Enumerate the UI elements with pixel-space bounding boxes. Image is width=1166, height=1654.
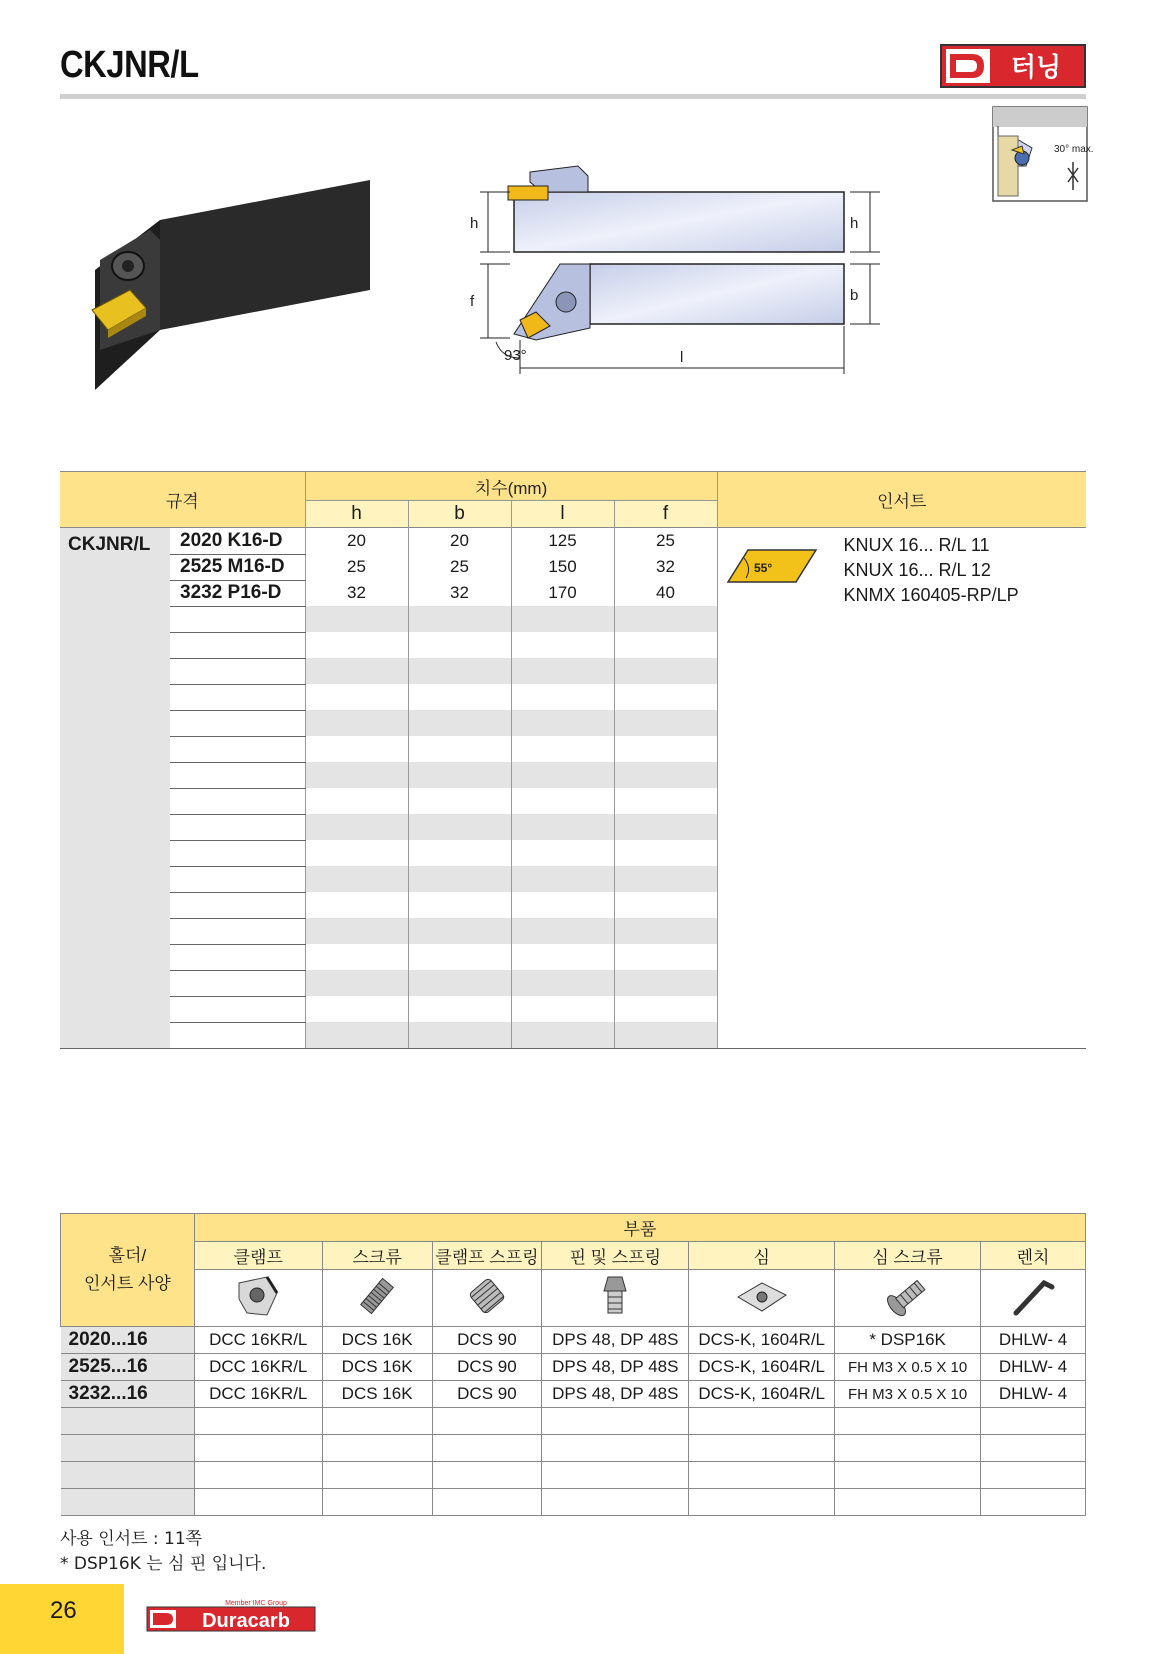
part-clamp-spring: DCS 90 — [432, 1354, 542, 1381]
part-shim: DCS-K, 1604R/L — [689, 1327, 835, 1354]
pin-spring-icon — [542, 1270, 689, 1327]
cell-l: 150 — [511, 554, 614, 580]
parts-header: 부품 — [194, 1214, 1085, 1242]
spec-table — [60, 471, 1086, 1049]
spec-header: 규격 — [60, 472, 305, 528]
duracarb-logo — [146, 1597, 316, 1633]
col-shim-screw: 심 스크류 — [835, 1242, 981, 1270]
part-screw: DCS 16K — [322, 1327, 432, 1354]
dim-col-l: l — [511, 501, 614, 528]
part-clamp-spring: DCS 90 — [432, 1381, 542, 1408]
dimension-drawing — [470, 162, 890, 402]
table-row — [61, 1327, 1086, 1354]
col-pin-spring: 핀 및 스프링 — [542, 1242, 689, 1270]
cell-b: 20 — [408, 528, 511, 555]
col-clamp: 클램프 — [194, 1242, 322, 1270]
part-clamp: DCC 16KR/L — [194, 1354, 322, 1381]
dim-label-f: f — [470, 293, 475, 310]
clamp-spring-icon — [432, 1270, 542, 1327]
spec-code: 2020 K16-D — [170, 528, 305, 555]
spec-code: 3232 P16-D — [170, 580, 305, 606]
brand-logo — [940, 44, 1086, 88]
part-pin-spring: DPS 48, DP 48S — [542, 1381, 689, 1408]
col-shim: 심 — [689, 1242, 835, 1270]
table-row — [61, 1381, 1086, 1408]
dim-label-h-left: h — [470, 215, 479, 232]
note-shim-pin: * DSP16K 는 심 핀 입니다. — [60, 1554, 267, 1574]
table-row — [60, 528, 1086, 555]
setup-diagram — [992, 106, 1094, 202]
cell-f: 32 — [614, 554, 717, 580]
series-label: CKJNR/L — [60, 528, 170, 1049]
dim-col-f: f — [614, 501, 717, 528]
part-shim-screw: * DSP16K — [835, 1327, 981, 1354]
part-wrench: DHLW- 4 — [981, 1354, 1086, 1381]
insert-header: 인서트 — [717, 472, 1086, 528]
dim-label-b: b — [850, 287, 859, 304]
cell-b: 32 — [408, 580, 511, 606]
dim-label-angle: 93° — [504, 347, 527, 364]
part-clamp: DCC 16KR/L — [194, 1327, 322, 1354]
part-clamp-spring: DCS 90 — [432, 1327, 542, 1354]
part-screw: DCS 16K — [322, 1354, 432, 1381]
holder-header: 홀더/ 인서트 사양 — [61, 1214, 195, 1327]
setup-angle-label: 30° max. — [1054, 144, 1094, 155]
cell-h: 20 — [305, 528, 408, 555]
table-row — [61, 1435, 1086, 1462]
holder-code: 3232...16 — [61, 1381, 195, 1408]
holder-code: 2020...16 — [61, 1327, 195, 1354]
dim-label-h-right: h — [850, 215, 859, 232]
duracarb-logo-text: Duracarb — [202, 1610, 290, 1632]
parts-table — [60, 1213, 1086, 1516]
part-screw: DCS 16K — [322, 1381, 432, 1408]
col-clamp-spring: 클램프 스프링 — [432, 1242, 542, 1270]
insert-code: KNUX 16... R/L 12 — [843, 560, 991, 580]
table-row — [61, 1354, 1086, 1381]
dim-label-l: l — [680, 349, 684, 366]
cell-l: 125 — [511, 528, 614, 555]
tool-holder-photo — [90, 180, 380, 390]
page-title: CKJNR/L — [60, 44, 199, 86]
cell-l: 170 — [511, 580, 614, 606]
dim-col-h: h — [305, 501, 408, 528]
cell-h: 25 — [305, 554, 408, 580]
part-shim-screw: FH M3 X 0.5 X 10 — [835, 1381, 981, 1408]
dim-col-b: b — [408, 501, 511, 528]
part-pin-spring: DPS 48, DP 48S — [542, 1327, 689, 1354]
part-shim: DCS-K, 1604R/L — [689, 1381, 835, 1408]
shim-screw-icon — [835, 1270, 981, 1327]
part-wrench: DHLW- 4 — [981, 1327, 1086, 1354]
table-row — [61, 1408, 1086, 1435]
cell-f: 25 — [614, 528, 717, 555]
shim-icon — [689, 1270, 835, 1327]
cell-h: 32 — [305, 580, 408, 606]
col-screw: 스크류 — [322, 1242, 432, 1270]
part-wrench: DHLW- 4 — [981, 1381, 1086, 1408]
clamp-icon — [194, 1270, 322, 1327]
table-row — [61, 1489, 1086, 1516]
page-number: 26 — [50, 1597, 77, 1624]
note-insert-page: 사용 인서트 : 11쪽 — [60, 1529, 203, 1549]
insert-cell — [717, 528, 1086, 1049]
svg-text:터닝: 터닝 — [1010, 53, 1062, 83]
screw-icon — [322, 1270, 432, 1327]
wrench-icon — [981, 1270, 1086, 1327]
table-row — [61, 1462, 1086, 1489]
dims-header: 치수(mm) — [305, 472, 717, 501]
part-pin-spring: DPS 48, DP 48S — [542, 1354, 689, 1381]
spec-code: 2525 M16-D — [170, 554, 305, 580]
part-shim: DCS-K, 1604R/L — [689, 1354, 835, 1381]
cell-b: 25 — [408, 554, 511, 580]
part-clamp: DCC 16KR/L — [194, 1381, 322, 1408]
part-shim-screw: FH M3 X 0.5 X 10 — [835, 1354, 981, 1381]
cell-f: 40 — [614, 580, 717, 606]
insert-shape-icon — [726, 546, 818, 586]
col-wrench: 렌치 — [981, 1242, 1086, 1270]
duracarb-tagline: Member IMC Group — [225, 1600, 287, 1607]
holder-code: 2525...16 — [61, 1354, 195, 1381]
title-divider — [60, 94, 1086, 99]
insert-code: KNUX 16... R/L 11 — [843, 535, 990, 555]
insert-code: KNMX 160405-RP/LP — [843, 585, 1019, 605]
insert-angle-label: 55° — [753, 561, 772, 575]
